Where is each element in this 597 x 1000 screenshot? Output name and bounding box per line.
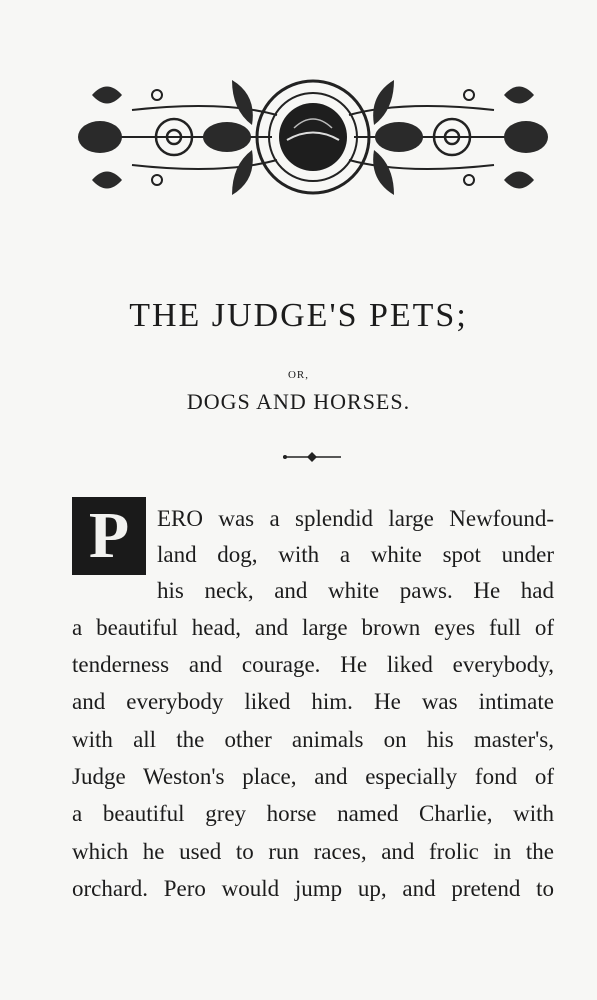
chapter-subtitle: DOGS AND HORSES.	[186, 389, 411, 414]
text-line: tenderness and courage. He liked everybody,	[72, 652, 554, 677]
text-line: ERO was a splendid large Newfound-	[157, 506, 554, 531]
text-line: which he used to run races, and frolic in the	[72, 839, 554, 864]
initial-letter: P	[88, 499, 130, 572]
diamond-divider-ornament	[281, 450, 343, 464]
chapter-title: THE JUDGE'S PETS;	[129, 297, 468, 334]
floral-headpiece-ornament	[72, 70, 554, 205]
text-line: a beautiful head, and large brown eyes full of	[72, 615, 554, 640]
decorated-initial	[72, 497, 146, 575]
title-conjunction: OR,	[287, 369, 310, 381]
text-line: Judge Weston's place, and especially fond of	[72, 764, 554, 789]
text-line: a beautiful grey horse named Charlie, with	[72, 801, 554, 826]
text-line: his neck, and white paws. He had	[157, 578, 554, 603]
text-line: orchard. Pero would jump up, and pretend to	[72, 876, 554, 901]
text-line: and everybody liked him. He was intimate	[72, 689, 554, 714]
text-line: with all the other animals on his master's,	[72, 727, 554, 752]
text-line: land dog, with a white spot under	[157, 542, 554, 567]
